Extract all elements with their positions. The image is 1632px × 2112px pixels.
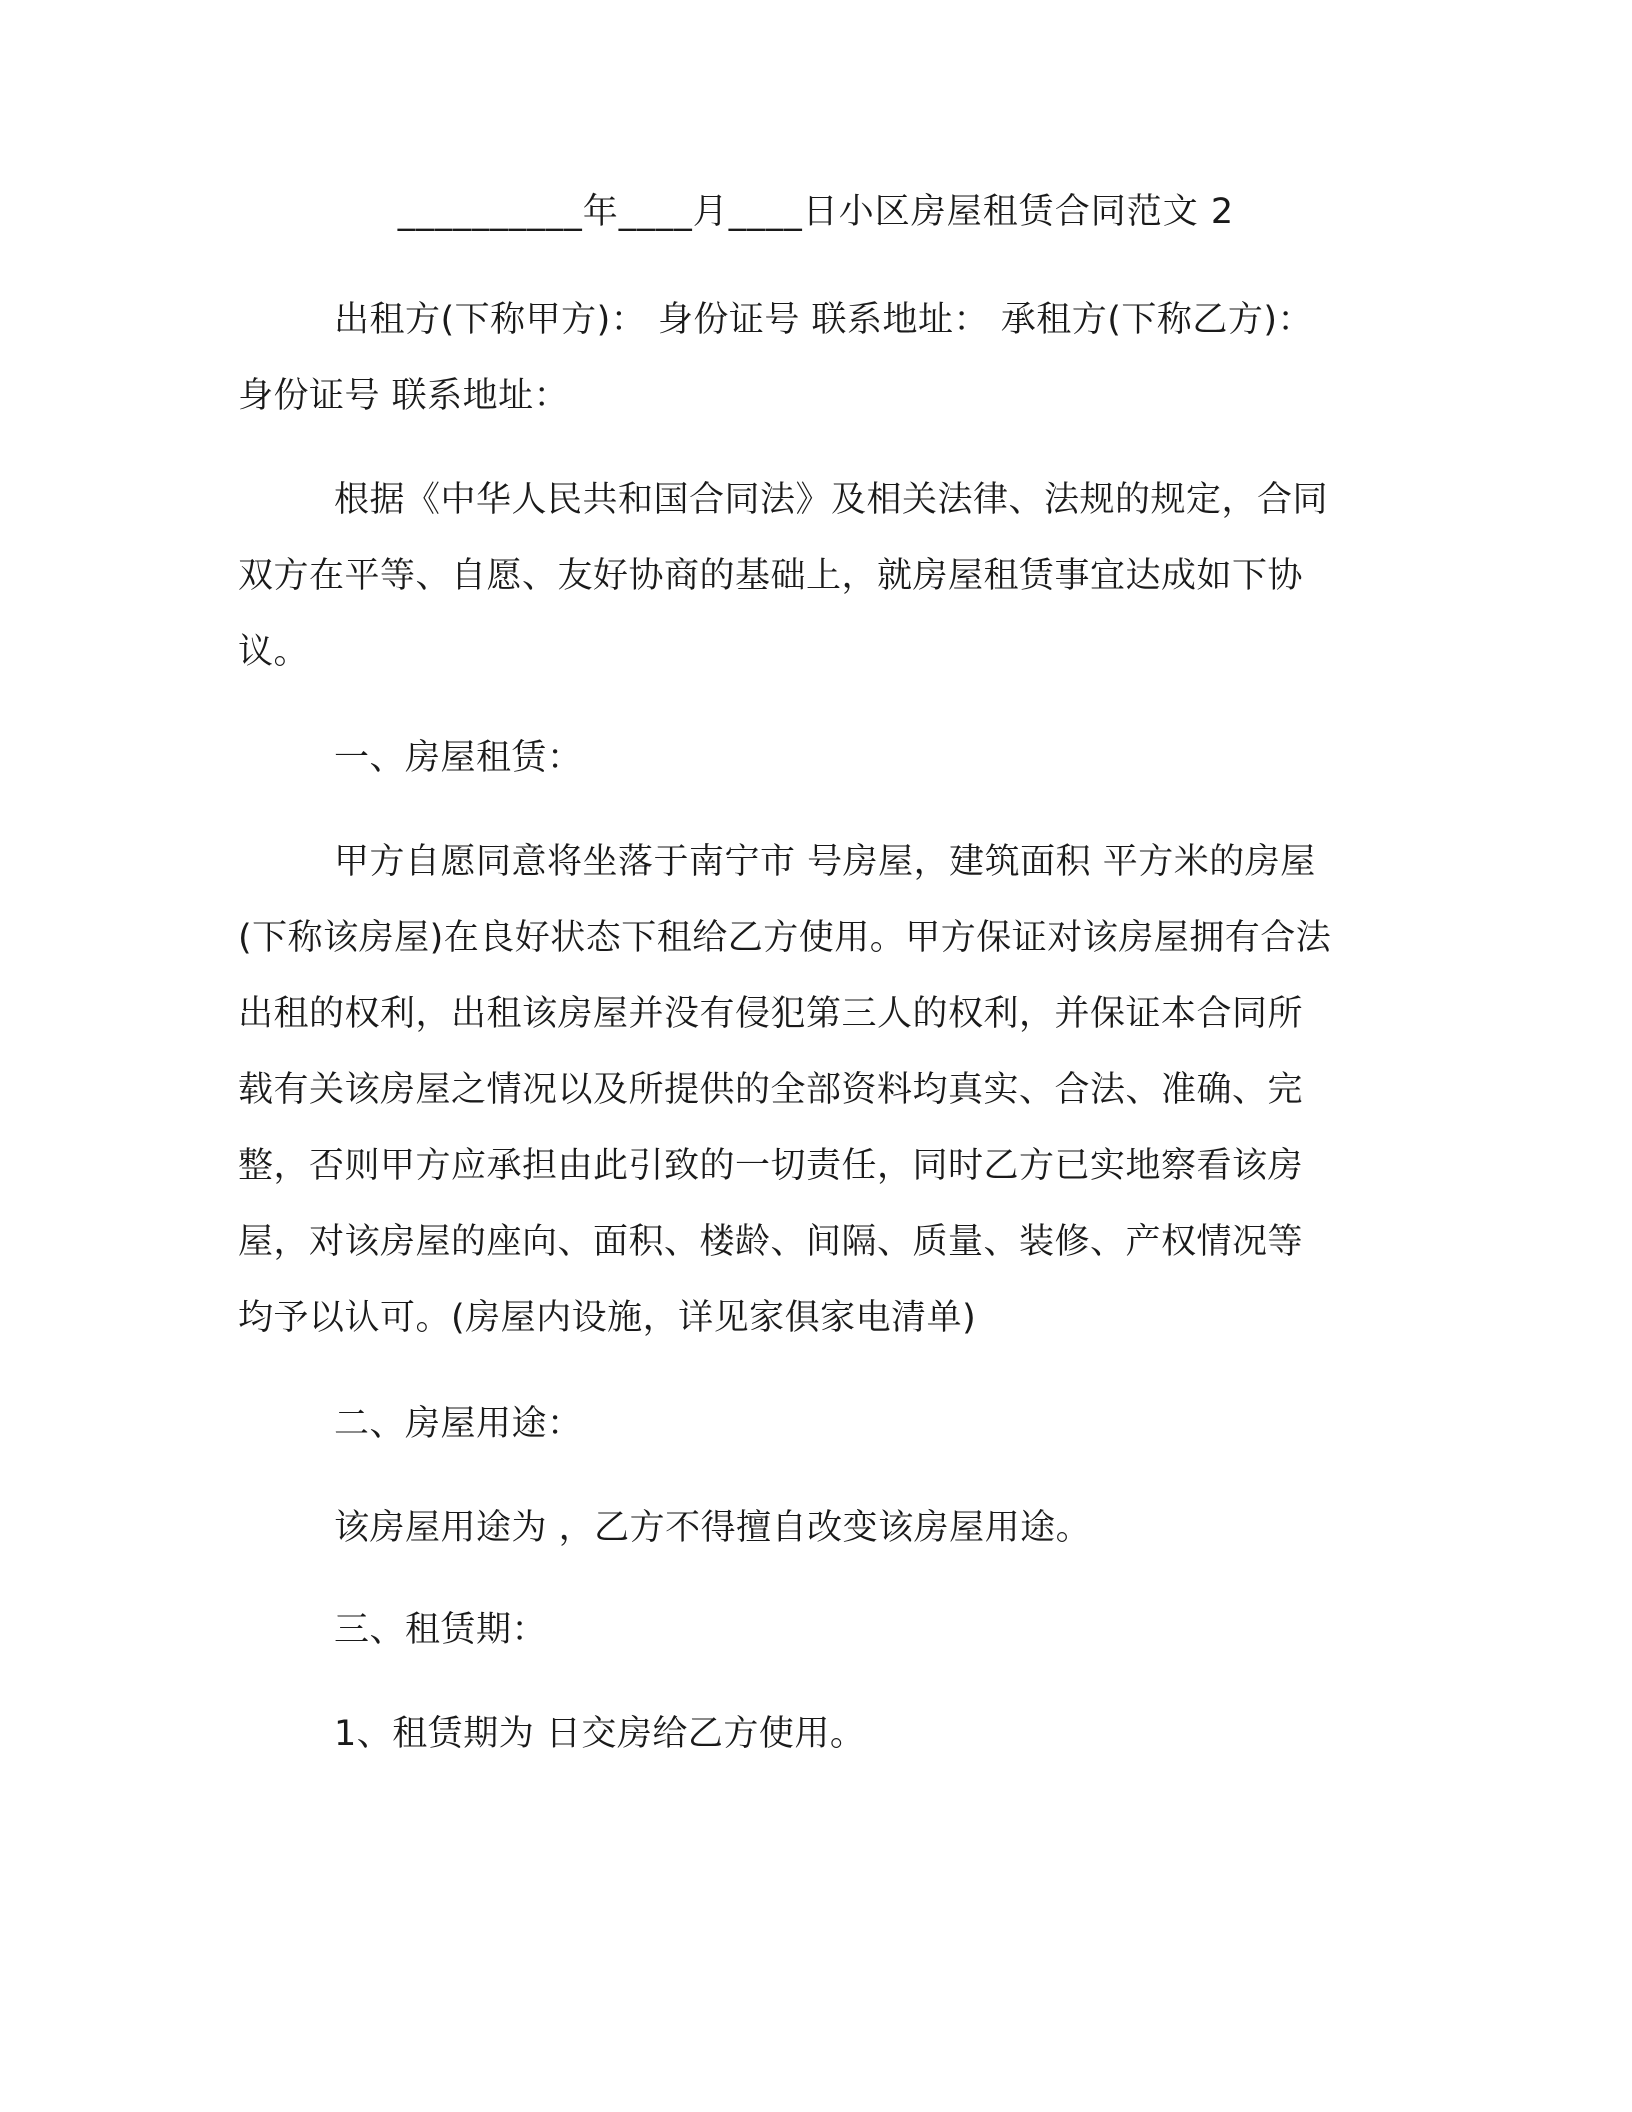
section-3-line-1: 1、租赁期为 日交房给乙方使用。	[334, 1714, 866, 1754]
section-1-line-3: 出租的权利，出租该房屋并没有侵犯第三人的权利，并保证本合同所	[238, 994, 1304, 1034]
section-1-line-6: 屋，对该房屋的座向、面积、楼龄、间隔、质量、装修、产权情况等	[238, 1222, 1304, 1262]
parties-line-1: 出租方(下称甲方)： 身份证号 联系地址： 承租方(下称乙方)：	[334, 300, 1313, 340]
preamble-line-1: 根据《中华人民共和国合同法》及相关法律、法规的规定，合同	[334, 480, 1329, 520]
section-2-heading: 二、房屋用途：	[334, 1404, 583, 1444]
section-3-heading: 三、租赁期：	[334, 1610, 548, 1650]
document-title: __________年____月____日小区房屋租赁合同范文 2	[397, 192, 1235, 232]
parties-line-2: 身份证号 联系地址：	[238, 376, 570, 416]
section-2-line-1: 该房屋用途为 ，乙方不得擅自改变该房屋用途。	[334, 1508, 1092, 1548]
section-1-line-2: (下称该房屋)在良好状态下租给乙方使用。甲方保证对该房屋拥有合法	[238, 918, 1332, 958]
preamble-line-3: 议。	[238, 632, 310, 672]
preamble-line-2: 双方在平等、自愿、友好协商的基础上，就房屋租赁事宜达成如下协	[238, 556, 1304, 596]
section-1-line-5: 整，否则甲方应承担由此引致的一切责任，同时乙方已实地察看该房	[238, 1146, 1304, 1186]
section-1-line-7: 均予以认可。(房屋内设施，详见家俱家电清单)	[238, 1298, 977, 1338]
section-1-heading: 一、房屋租赁：	[334, 738, 583, 778]
section-1-line-1: 甲方自愿同意将坐落于南宁市 号房屋，建筑面积 平方米的房屋	[334, 842, 1316, 882]
section-1-line-4: 载有关该房屋之情况以及所提供的全部资料均真实、合法、准确、完	[238, 1070, 1304, 1110]
